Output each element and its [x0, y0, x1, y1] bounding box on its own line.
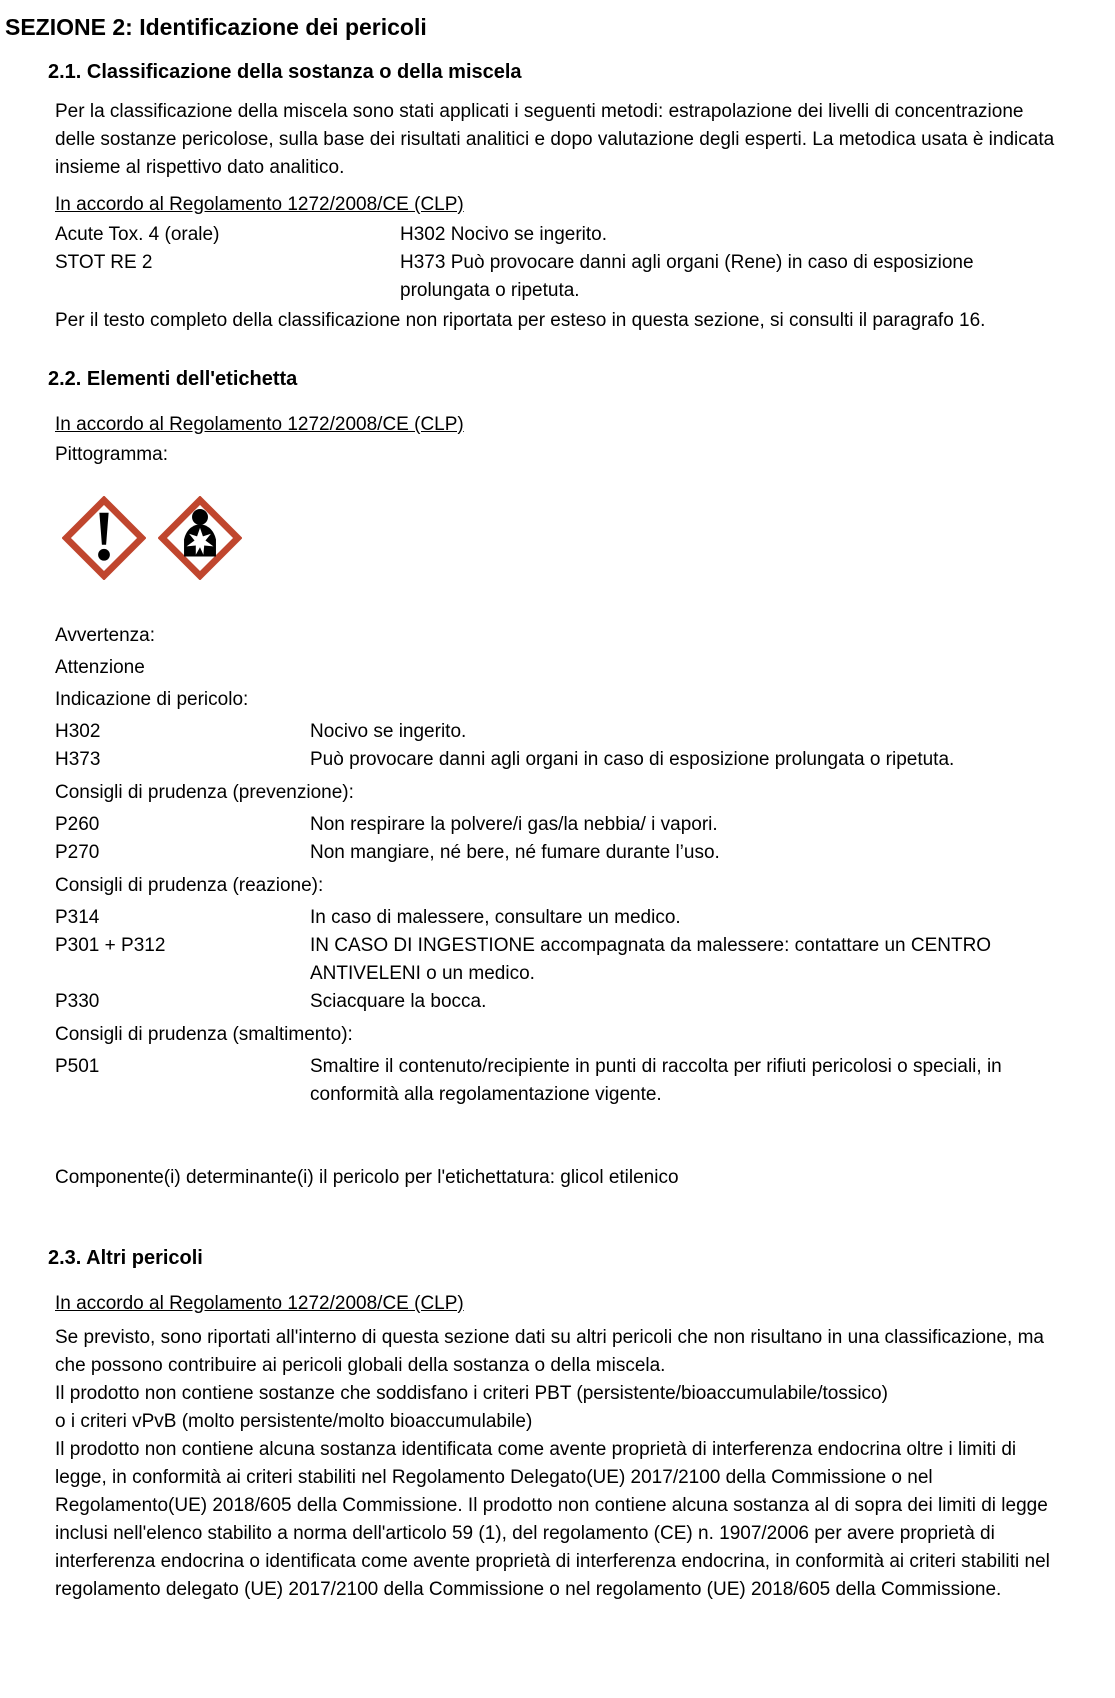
precaution-text: In caso di malessere, consultare un medico. — [310, 907, 681, 928]
signal-word: Attenzione — [55, 657, 145, 678]
precaution-row — [55, 1053, 1060, 1109]
hazard-row — [55, 746, 1060, 774]
regulation-reference-2-1: In accordo al Regolamento 1272/2008/CE (CLP) — [55, 194, 464, 215]
hazard-statement-table — [55, 718, 1060, 774]
precaution-code: P501 — [55, 1056, 100, 1077]
precaution-row — [55, 988, 1060, 1016]
precaution-table-disposal — [55, 1053, 1060, 1109]
precaution-code: P314 — [55, 907, 100, 928]
precaution-group-label: Consigli di prudenza (smaltimento): — [55, 1024, 353, 1045]
precaution-group-label: Consigli di prudenza (reazione): — [55, 875, 324, 896]
hazard-text: Può provocare danni agli organi in caso di esposizione prolungata o ripetuta. — [310, 749, 955, 770]
other-hazards-paragraph: Il prodotto non contiene alcuna sostanza identificata come avente proprietà di interferenza endocrina oltre i limiti di legge, in conformità ai criteri stabiliti nel Regolamento Delegato(UE) 2017/2100 della Commissione o nel Regolamento(UE) 2018/605 della Commissione. Il prodotto non contiene alcuna sostanza al di sopra dei limiti di legge inclusi nell'elenco stabilito a norma dell'articolo 59 (1), del regolamento (CE) n. 1907/2006 per avere proprietà di interferenza endocrina o identificata come avente proprietà di interferenza endocrina, in conformità ai criteri stabiliti nel regolamento delegato (UE) 2017/2100 della Commissione o nel regolamento (UE) 2018/605 della Commissione. — [55, 1439, 1050, 1600]
classification-hazard: H373 Può provocare danni agli organi (Rene) in caso di esposizione prolungata o ripetuta. — [400, 252, 974, 301]
classification-method-paragraph: Per la classificazione della miscela sono stati applicati i seguenti metodi: estrapolazione dei livelli di concentrazione delle sostanze pericolose, sulla base dei risultati analitici e dopo valutazione degli esperti. La metodica usata è indicata insieme al rispettivo dato analitico. — [55, 101, 1055, 178]
precaution-text: Non respirare la polvere/i gas/la nebbia/ i vapori. — [310, 814, 718, 835]
other-hazards-paragraph: o i criteri vPvB (molto persistente/molto bioaccumulabile) — [55, 1411, 533, 1432]
precaution-text: Non mangiare, né bere, né fumare durante l’uso. — [310, 842, 720, 863]
hazard-text: Nocivo se ingerito. — [310, 721, 467, 742]
precaution-text: Sciacquare la bocca. — [310, 991, 487, 1012]
precaution-row — [55, 839, 1060, 867]
precaution-table-prevention — [55, 811, 1060, 867]
precaution-code: P301 + P312 — [55, 935, 166, 956]
precaution-row — [55, 904, 1060, 932]
subsection-2-2-title: 2.2. Elementi dell'etichetta — [48, 368, 298, 390]
classification-hazard: H302 Nocivo se ingerito. — [400, 224, 607, 245]
precaution-code: P270 — [55, 842, 100, 863]
classification-class: STOT RE 2 — [55, 252, 153, 273]
classification-note: Per il testo completo della classificazione non riportata per esteso in questa sezione, si consulti il paragrafo 16. — [55, 310, 986, 331]
regulation-reference-2-2: In accordo al Regolamento 1272/2008/CE (CLP) — [55, 414, 464, 435]
ghs08-health-hazard-icon — [158, 496, 242, 580]
subsection-2-1-title: 2.1. Classificazione della sostanza o della miscela — [48, 61, 522, 83]
pictogram-label: Pittogramma: — [55, 444, 168, 465]
determining-component-note: Componente(i) determinante(i) il pericolo per l'etichettatura: glicol etilenico — [55, 1167, 679, 1188]
classification-row — [55, 221, 1060, 249]
precaution-row — [55, 932, 1060, 988]
hazard-indication-label: Indicazione di pericolo: — [55, 689, 249, 710]
other-hazards-paragraph: Il prodotto non contiene sostanze che soddisfano i criteri PBT (persistente/bioaccumulabile/tossico) — [55, 1383, 888, 1404]
precaution-text: Smaltire il contenuto/recipiente in punti di raccolta per rifiuti pericolosi o speciali, in conformità alla regolamentazione vigente. — [310, 1056, 1002, 1105]
hazard-code: H373 — [55, 749, 101, 770]
section-title: SEZIONE 2: Identificazione dei pericoli — [5, 14, 427, 40]
precaution-row — [55, 811, 1060, 839]
precaution-code: P260 — [55, 814, 100, 835]
signal-word-label: Avvertenza: — [55, 625, 155, 646]
precaution-code: P330 — [55, 991, 100, 1012]
pictogram-row — [62, 496, 1115, 580]
other-hazards-paragraph: Se previsto, sono riportati all'interno di questa sezione dati su altri pericoli che non risultano in una classificazione, ma che possono contribuire ai pericoli globali della sostanza o della miscela. — [55, 1327, 1044, 1376]
classification-table — [55, 221, 1060, 305]
regulation-reference-2-3: In accordo al Regolamento 1272/2008/CE (CLP) — [55, 1293, 464, 1314]
precaution-table-reaction — [55, 904, 1060, 1016]
precaution-group-label: Consigli di prudenza (prevenzione): — [55, 782, 354, 803]
classification-row — [55, 249, 1060, 305]
ghs07-exclamation-icon — [62, 496, 146, 580]
subsection-2-3-title: 2.3. Altri pericoli — [48, 1247, 203, 1269]
hazard-code: H302 — [55, 721, 101, 742]
other-hazards-body — [55, 1324, 1060, 1604]
classification-class: Acute Tox. 4 (orale) — [55, 224, 220, 245]
hazard-row — [55, 718, 1060, 746]
precaution-text: IN CASO DI INGESTIONE accompagnata da malessere: contattare un CENTRO ANTIVELENI o un medico. — [310, 935, 992, 984]
